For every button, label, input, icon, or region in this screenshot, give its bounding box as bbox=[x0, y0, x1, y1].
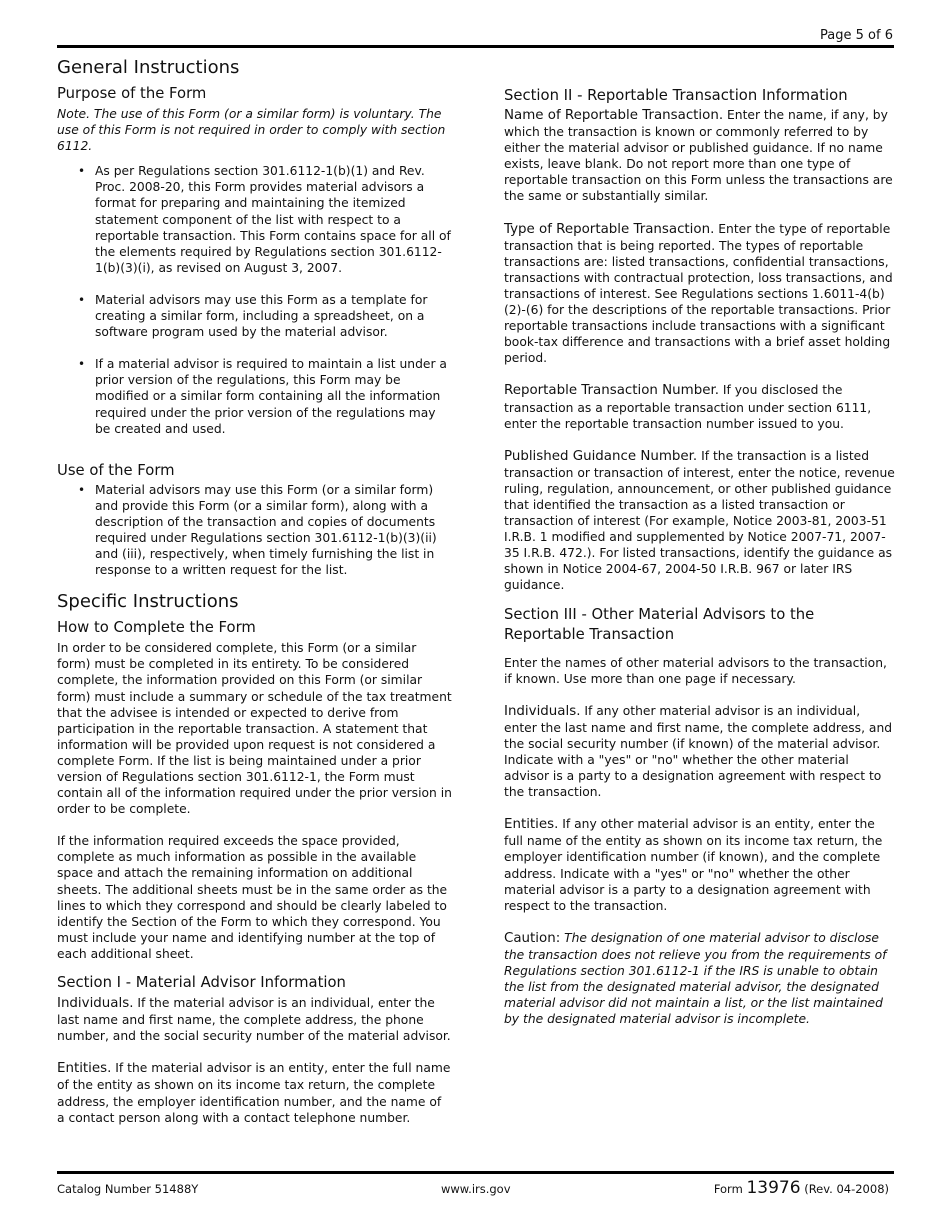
purpose-note: Note. The use of this Form (or a similar form) is voluntary. The use of this Form is not required in order to comply with section 6112. bbox=[57, 107, 446, 154]
guidance-number-text: If the transaction is a listed transaction or transaction of interest, enter the notice, revenue ruling, regulation, announcement, or other published guidance that identified the transaction as a listed transaction or transaction of interest (For example, Notice 2003-81, 2003-51 I.R.B. 1 modified and supplemented by Notice 2007-71, 2007-35 I.R.B. 472.). For listed transactions, identify the guidance as shown in Notice 2004-67, 2004-50 I.R.B. 967 or later IRS guidance. bbox=[504, 448, 895, 593]
section-3-entities bbox=[504, 816, 896, 914]
top-rule bbox=[57, 45, 894, 48]
left-column bbox=[57, 56, 452, 1126]
general-instructions-heading: General Instructions bbox=[57, 57, 240, 78]
type-of-transaction bbox=[504, 221, 896, 367]
specific-instructions-heading: Specific Instructions bbox=[57, 591, 239, 613]
purpose-bullet: • Material advisors may use this Form as a template for creating a similar form, including a spreadsheet, on a software program used by the material advisor. bbox=[95, 292, 452, 340]
transaction-number-lead: Reportable Transaction Number. bbox=[504, 383, 719, 399]
name-of-transaction bbox=[504, 107, 896, 205]
caution-note bbox=[504, 930, 896, 1028]
use-bullet-list bbox=[57, 482, 452, 579]
section-2-heading: Section II - Reportable Transaction Information bbox=[504, 87, 848, 104]
section-1-entities-text: If the material advisor is an entity, enter the full name of the entity as shown on its income tax return, the complete address, the employer identification number, and the name of a contact person along with a contact telephone number. bbox=[57, 1061, 451, 1125]
how-to-complete-heading: How to Complete the Form bbox=[57, 619, 256, 637]
section-1-individuals-lead: Individuals. bbox=[57, 996, 134, 1012]
section-3-entities-text: If any other material advisor is an entity, enter the full name of the entity as shown on its income tax return, the employer identification number (if known), and the complete address. Indicate with a "yes" or "no" whether the other material advisor is a party to a designation agreement with respect to the transaction. bbox=[504, 817, 883, 913]
catalog-number: Catalog Number 51488Y bbox=[57, 1182, 199, 1196]
name-of-transaction-text: Enter the name, if any, by which the transaction is known or commonly referred to by either the material advisor or published guidance. If no name exists, leave blank. Do not report more than one type of reportable transaction on this Form unless the transactions are the same or substantially similar. bbox=[504, 108, 893, 204]
purpose-bullet-list bbox=[57, 163, 452, 436]
section-3-heading: Section III - Other Material Advisors to the Reportable Transaction bbox=[504, 605, 815, 643]
how-to-complete-paragraph: In order to be considered complete, this Form (or a similar form) must be completed in its entirety. To be considered complete, the information provided on this Form (or similar form) must include a summary or schedule of the tax treatment that the advisee is intended or expected to derive from participation in the reportable transaction. A statement that information will be provided upon request is not considered a complete Form. If the list is being maintained under a prior version of Regulations section 301.6112-1, the Form must contain all of the information required under the prior version in order to be complete. bbox=[57, 641, 452, 817]
section-3-individuals-text: If any other material advisor is an individual, enter the last name and first name, the complete address, and the social security number (if known) of the material advisor. Indicate with a "yes" or "no" whether the other material advisor is a party to a designation agreement with respect to the transaction. bbox=[504, 703, 893, 800]
section-3-entities-lead: Entities. bbox=[504, 817, 559, 833]
section-1-heading: Section I - Material Advisor Information bbox=[57, 974, 346, 992]
section-1-entities bbox=[57, 1060, 452, 1125]
purpose-heading: Purpose of the Form bbox=[57, 85, 207, 102]
type-of-transaction-lead: Type of Reportable Transaction. bbox=[504, 221, 715, 237]
use-heading: Use of the Form bbox=[57, 461, 175, 479]
name-of-transaction-lead: Name of Reportable Transaction. bbox=[504, 108, 724, 123]
form-identifier bbox=[714, 1178, 889, 1198]
caution-text: The designation of one material advisor to disclose the transaction does not relieve you from the requirements of Regulations section 301.6112-1 if the IRS is unable to obtain the list from the designated material advisor, the designated material advisor did not maintain a list, or the list maintained by the designated material advisor is incomplete. bbox=[504, 930, 887, 1027]
section-1-entities-lead: Entities. bbox=[57, 1061, 112, 1077]
guidance-number bbox=[504, 448, 896, 594]
transaction-number bbox=[504, 382, 896, 431]
use-bullet: • Material advisors may use this Form (or a similar form) and provide this Form (or a similar form), along with a description of the transaction and copies of documents required under Regulations section 301.6112-1(b)(3)(ii) and (iii), respectively, when timely furnishing the list in response to a written request for the list. bbox=[95, 482, 452, 579]
section-3-individuals-lead: Individuals. bbox=[504, 703, 581, 719]
form-revision: (Rev. 04-2008) bbox=[804, 1182, 889, 1196]
form-number: 13976 bbox=[746, 1178, 801, 1198]
section-3-intro: Enter the names of other material advisors to the transaction, if known. Use more than one page if necessary. bbox=[504, 655, 887, 686]
additional-sheets-paragraph: If the information required exceeds the space provided, complete as much information as possible in the available space and attach the remaining information on additional sheets. The additional sheets must be in the same order as the lines to which they correspond and should be clearly labeled to identify the Section of the Form to which they correspond. You must include your name and identifying number at the top of each additional sheet. bbox=[57, 834, 448, 961]
website-link[interactable]: www.irs.gov bbox=[441, 1182, 511, 1196]
form-word: Form bbox=[713, 1182, 743, 1196]
purpose-bullet: • If a material advisor is required to maintain a list under a prior version of the regulations, this Form may be modified or a similar form containing all the information required under the prior version of the regulations may be created and used. bbox=[95, 356, 452, 436]
section-1-individuals-text: If the material advisor is an individual, enter the last name and first name, the complete address, the phone number, and the social security number of the material advisor. bbox=[57, 996, 451, 1044]
right-column bbox=[504, 86, 896, 1027]
bottom-rule bbox=[57, 1171, 894, 1174]
guidance-number-lead: Published Guidance Number. bbox=[504, 448, 698, 464]
section-3-individuals bbox=[504, 703, 896, 801]
page-number: Page 5 of 6 bbox=[820, 28, 893, 43]
transaction-number-text: If you disclosed the transaction as a reportable transaction under section 6111, enter the reportable transaction number issued to you. bbox=[504, 383, 872, 431]
caution-lead: Caution: bbox=[504, 930, 561, 946]
purpose-bullet: • As per Regulations section 301.6112-1(b)(1) and Rev. Proc. 2008-20, this Form provides material advisors a format for preparing and maintaining the itemized statement component of the list with respect to a reportable transaction. This Form contains space for all of the elements required by Regulations section 301.6112-1(b)(3)(i), as revised on August 3, 2007. bbox=[95, 163, 452, 276]
section-1-individuals bbox=[57, 995, 452, 1044]
type-of-transaction-text: Enter the type of reportable transaction that is being reported. The types of reportable transactions are: listed transactions, confidential transactions, transactions with contractual protection, loss transactions, and transactions of interest. See Regulations sections 1.6011-4(b)(2)-(6) for the descriptions of the reportable transactions. Prior reportable transactions include transactions with a significant book-tax difference and transactions with a brief asset holding period. bbox=[504, 221, 893, 366]
